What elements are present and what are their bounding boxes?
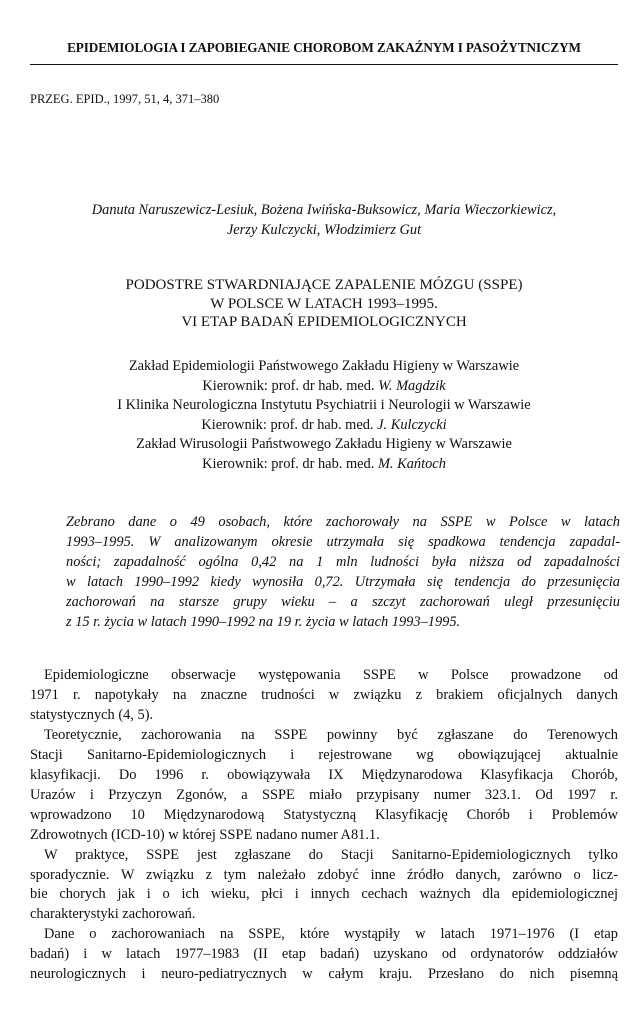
paragraph — [30, 726, 618, 846]
abstract-line: zachorowań na starsze grupy wieku – a szczyt zachorowań uległ przesunięciu — [66, 593, 620, 610]
abstract-line: z 15 r. życia w latach 1990–1992 na 19 r. życia w latach 1993–1995. — [66, 613, 461, 630]
affiliation-head-line: Kierownik: prof. dr hab. med. M. Kańtoch — [202, 455, 446, 472]
affiliation-head-line: Kierownik: prof. dr hab. med. W. Magdzik — [202, 377, 446, 394]
head-name: M. Kańtoch — [377, 455, 446, 472]
body-line: charakterystyki zachorowań. — [30, 906, 196, 923]
header-rule — [30, 64, 618, 65]
body-line: Zdrowotnych (ICD-10) w której SSPE nadano numer A81.1. — [30, 826, 380, 843]
authors-line: Jerzy Kulczycki, Włodzimierz Gut — [226, 222, 422, 238]
abstract — [66, 513, 620, 632]
affiliation-head-line: Kierownik: prof. dr hab. med. J. Kulczycki — [201, 416, 447, 433]
abstract-line: 1993–1995. W analizowanym okresie utrzymała się spadkowa tendencja zapadal- — [66, 533, 620, 550]
authors — [30, 200, 618, 240]
body-line: neurologicznych i neuro-pediatrycznych w całym kraju. Przesłano do nich pisemną — [30, 966, 618, 983]
body-line: W praktyce, SSPE jest zgłaszane do Stacji Sanitarno-Epidemiologicznych tylko — [44, 846, 618, 863]
body-line: Epidemiologiczne obserwacje występowania SSPE w Polsce prowadzone od — [44, 667, 618, 683]
title-line: PODOSTRE STWARDNIAJĄCE ZAPALENIE MÓZGU (SSPE) — [125, 277, 523, 293]
body-line: 1971 r. napotykały na znaczne trudności w związku z brakiem oficjalnych danych — [30, 686, 618, 703]
body-line: statystycznych (4, 5). — [30, 706, 154, 723]
journal-header: EPIDEMIOLOGIA I ZAPOBIEGANIE CHOROBOM ZAKAŹNYM I PASOŻYTNICZYM — [67, 40, 581, 55]
abstract-line: Zebrano dane o 49 osobach, które zachorowały na SSPE w Polsce w latach — [66, 514, 620, 530]
citation: PRZEG. EPID., 1997, 51, 4, 371–380 — [30, 92, 220, 106]
abstract-line: w latach 1990–1992 kiedy wynosiła 0,72. Utrzymała się tendencja do przesunięcia — [66, 573, 620, 590]
body-line: badań) i w latach 1977–1983 (II etap badań) uzyskano od ordynatorów oddziałów — [30, 946, 618, 963]
article-title — [30, 276, 618, 332]
body-line: Urazów i Przyczyn Zgonów, a SSPE miało przypisany numer 323.1. Od 1997 r. — [30, 786, 618, 803]
body-line: klasyfikacji. Do 1996 r. obowiązywała IX Międzynarodowa Klasyfikacja Chorób, — [30, 766, 618, 783]
abstract-line: ności; zapadalność ogólna 0,42 na 1 mln ludności była niższa od zapadalności — [66, 553, 620, 570]
body-text — [30, 666, 618, 985]
paragraph — [30, 666, 618, 726]
paragraph — [30, 846, 618, 926]
body-line: Teoretycznie, zachorowania na SSPE powinny być zgłaszane do Terenowych — [44, 726, 618, 743]
paragraph — [30, 925, 618, 985]
body-line: Stacji Sanitarno-Epidemiologicznych i rejestrowane wg obowiązującej aktualnie — [30, 746, 618, 763]
head-name: W. Magdzik — [378, 377, 446, 394]
affiliation-line: Zakład Wirusologii Państwowego Zakładu Higieny w Warszawie — [136, 436, 512, 452]
title-line: W POLSCE W LATACH 1993–1995. — [210, 295, 438, 312]
body-line: Dane o zachorowaniach na SSPE, które wystąpiły w latach 1971–1976 (I etap — [44, 926, 618, 943]
head-name: J. Kulczycki — [377, 416, 447, 433]
affiliation-line: I Klinika Neurologiczna Instytutu Psychiatrii i Neurologii w Warszawie — [117, 397, 531, 413]
affiliations — [30, 357, 618, 474]
body-line: sporadycznie. W związku z tym należało zdobyć inne źródło danych, zarówno o licz- — [30, 866, 618, 883]
authors-line: Danuta Naruszewicz-Lesiuk, Bożena Iwińska-Buksowicz, Maria Wieczorkiewicz, — [91, 202, 557, 218]
affiliation-line: Zakład Epidemiologii Państwowego Zakładu Higieny w Warszawie — [128, 358, 520, 374]
body-line: wprowadzono 10 Międzynarodową Statystyczną Klasyfikację Chorób i Problemów — [30, 806, 618, 823]
title-line: VI ETAP BADAŃ EPIDEMIOLOGICZNYCH — [181, 314, 467, 330]
body-line: bie chorych jak i o ich wieku, płci i innych cechach ważnych dla epidemiologicznej — [30, 886, 618, 903]
